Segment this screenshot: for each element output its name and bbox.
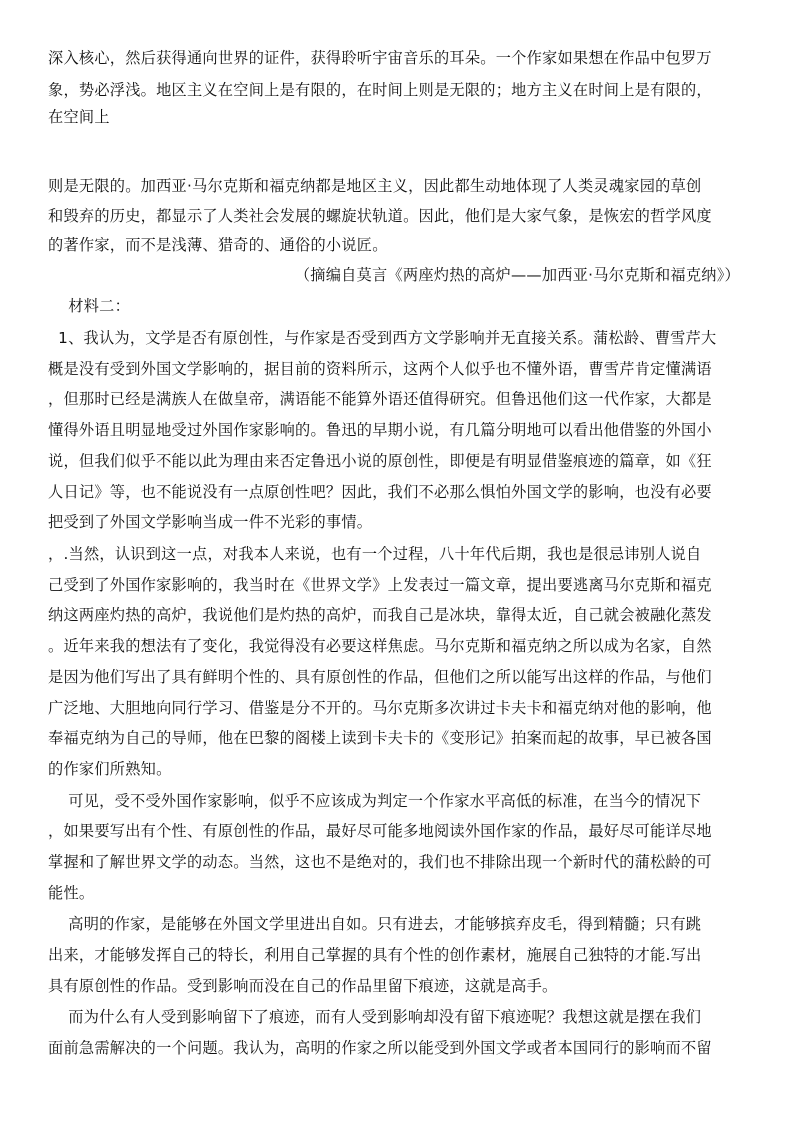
text-line: 而为什么有人受到影响留下了痕迹，而有人受到影响却没有留下痕迹呢？我想这就是摆在我们 (48, 1008, 702, 1026)
text-line: 纳这两座灼热的高炉，我说他们是灼热的高炉，而我自己是冰块，靠得太近，自己就会被融化蒸发 (48, 606, 712, 624)
text-line: 概是没有受到外国文学影响的，据目前的资料所示，这两个人似乎也不懂外语，曹雪芹肯定懂满语 (48, 360, 712, 378)
text-line: ，.当然，认识到这一点，对我本人来说，也有一个过程，八十年代后期，我也是很忌讳别人说自 (48, 545, 702, 563)
text-line: 深入核心，然后获得通向世界的证件，获得聆听宇宙音乐的耳朵。一个作家如果想在作品中包罗万 (48, 49, 712, 67)
text-line: 己受到了外国作家影响的，我当时在《世界文学》上发表过一篇文章，提出要逃离马尔克斯和福克 (48, 576, 712, 594)
text-line: 掌握和了解世界文学的动态。当然，这也不是绝对的，我们也不排除出现一个新时代的蒲松龄的可 (48, 853, 712, 871)
text-line: 广泛地、大胆地向同行学习、借鉴是分不开的。马尔克斯多次讲过卡夫卡和福克纳对他的影响，他 (48, 699, 712, 717)
text-line: 把受到了外国文学影响当成一件不光彩的事情。 (48, 513, 373, 531)
text-line: 的作家们所熟知。 (48, 760, 172, 778)
text-line: 人日记》等，也不能说没有一点原创性吧？因此，我们不必那么惧怕外国文学的影响，也没有必要 (48, 483, 712, 501)
text-line: 具有原创性的作品。受到影响而没在自己的作品里留下痕迹，这就是高手。 (48, 977, 558, 995)
text-line: 和毁弃的历史，都显示了人类社会发展的螺旋状轨道。因此，他们是大家气象，是恢宏的哲学风度 (48, 207, 712, 225)
text-line: 能性。 (48, 884, 95, 902)
text-line: ，但那时已经是满族人在做皇帝，满语能不能算外语还值得研究。但鲁迅他们这一代作家，大都是 (48, 390, 712, 408)
source-citation: （摘编自莫言《两座灼热的高炉——加西亚·马尔克斯和福克纳》） (294, 266, 740, 284)
text-line: 奉福克纳为自己的导师，他在巴黎的阁楼上读到卡夫卡的《变形记》拍案而起的故事，早已被各国 (48, 729, 712, 747)
text-line: 高明的作家，是能够在外国文学里进出自如。只有进去，才能够摈弃皮毛，得到精髓；只有跳 (48, 915, 702, 933)
text-line: 说，但我们似乎不能以此为理由来否定鲁迅小说的原创性，即便是有明显借鉴痕迹的篇章，如《狂 (48, 452, 712, 470)
text-line: 懂得外语且明显地受过外国作家影响的。鲁迅的早期小说，有几篇分明地可以看出他借鉴的外国小 (48, 421, 712, 439)
text-line: ，如果要写出有个性、有原创性的作品，最好尽可能多地阅读外国作家的作品，最好尽可能详尽地 (48, 822, 712, 840)
text-line: 面前急需解决的一个问题。我认为，高明的作家之所以能受到外国文学或者本国同行的影响而不留 (48, 1039, 712, 1057)
text-line: 。近年来我的想法有了变化，我觉得没有必要这样焦虑。马尔克斯和福克纳之所以成为名家，自然 (48, 637, 712, 655)
text-line: 可见，受不受外国作家影响，似乎不应该成为判定一个作家水平高低的标准，在当今的情况下 (48, 792, 702, 810)
text-line: 出来，才能够发挥自己的特长，利用自己掌握的具有个性的创作素材，施展自己独特的才能.写出 (48, 946, 702, 964)
text-line: 则是无限的。加西亚·马尔克斯和福克纳都是地区主义，因此都生动地体现了人类灵魂家园的草创 (48, 177, 702, 195)
text-line: 是因为他们写出了具有鲜明个性的、具有原创性的作品，但他们之所以能写出这样的作品，与他们 (48, 668, 712, 686)
section-heading: 材料二： (48, 297, 131, 315)
text-line: 象，势必浮浅。地区主义在空间上是有限的，在时间上则是无限的；地方主义在时间上是有限的， (48, 81, 712, 99)
text-line: 的著作家，而不是浅薄、猎奇的、通俗的小说匠。 (48, 236, 388, 254)
text-line: 1、我认为，文学是否有原创性，与作家是否受到西方文学影响并无直接关系。蒲松龄、曹雪芹大 (48, 329, 717, 347)
text-line: 在空间上 (48, 108, 110, 126)
